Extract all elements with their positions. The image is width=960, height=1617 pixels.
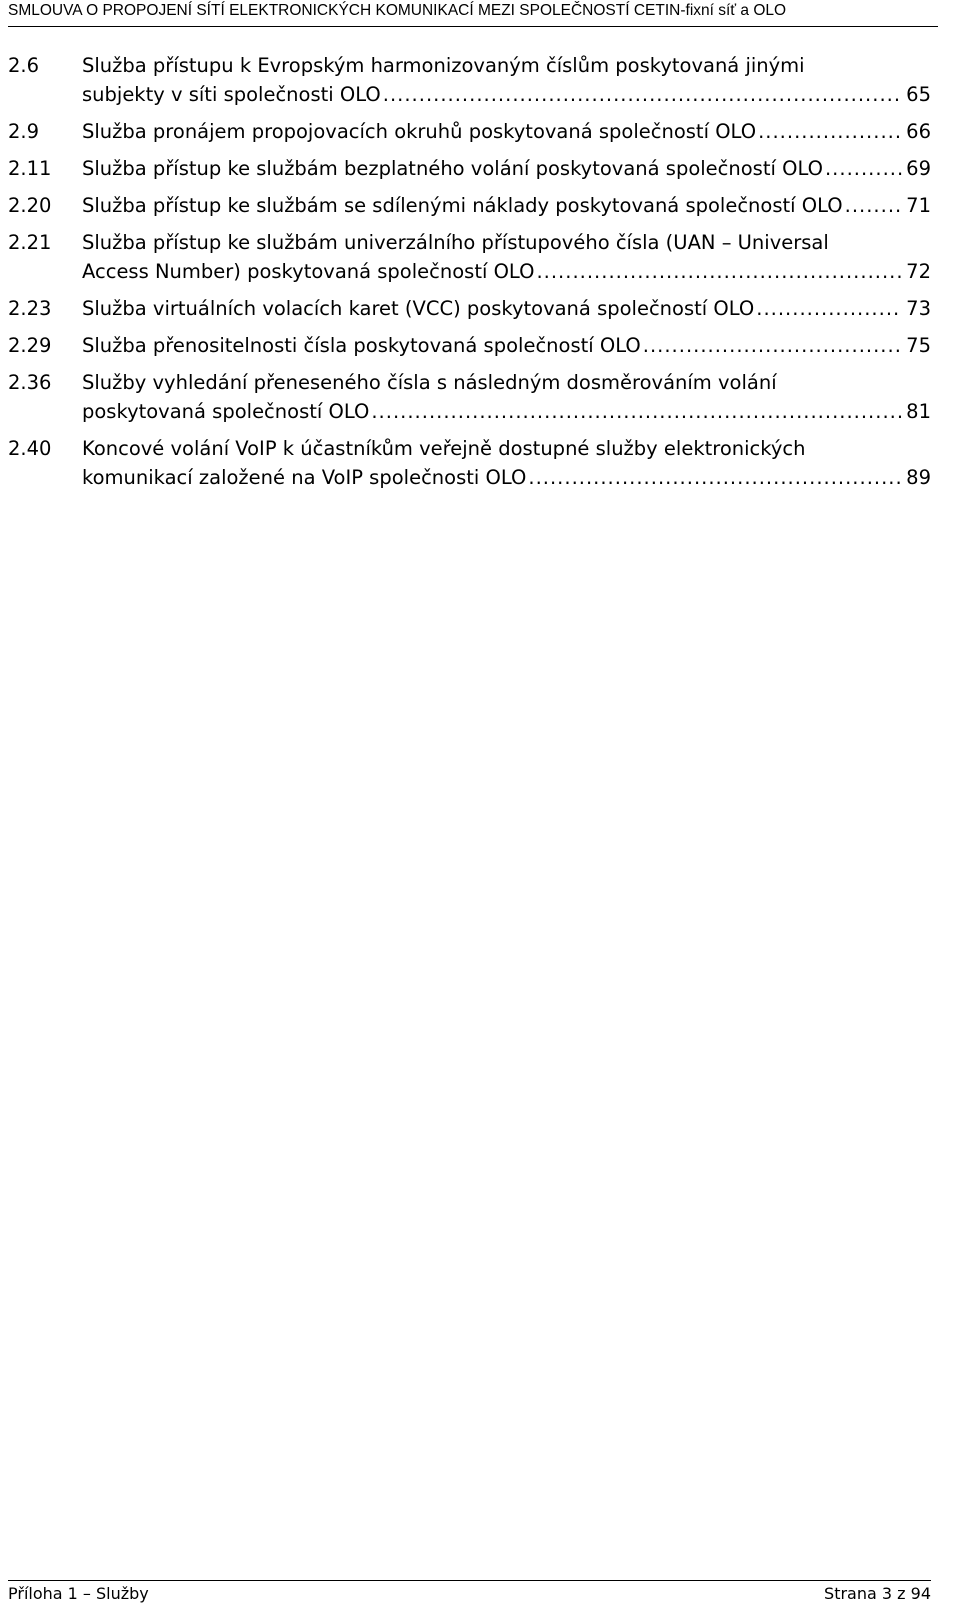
toc-dot-leader [845, 191, 903, 220]
toc-entry-page: 65 [906, 83, 931, 106]
toc-entry-last-line [82, 331, 931, 360]
toc-entry-body [82, 191, 931, 220]
toc-dot-leader [756, 294, 902, 323]
toc-entry-title-line: Služba přístupu k Evropským harmonizovaným číslům poskytovaná jinými [82, 54, 805, 77]
toc-entry-number: 2.9 [8, 120, 40, 143]
toc-entry[interactable] [8, 51, 931, 109]
toc-entry-last-line [82, 257, 931, 286]
toc-entry-title-line: Služba přenositelnosti čísla poskytovaná společností OLO [82, 334, 641, 357]
toc-entry-last-line [82, 397, 931, 426]
toc-entry[interactable] [8, 191, 931, 220]
toc-entry-title-line: Služba přístup ke službám se sdílenými náklady poskytovaná společností OLO [82, 194, 843, 217]
toc-entry[interactable] [8, 294, 931, 323]
toc-entry-body [82, 331, 931, 360]
toc-entry-body [82, 51, 931, 109]
toc-entry-body [82, 434, 931, 492]
toc-entry[interactable] [8, 228, 931, 286]
footer-page-number: Strana 3 z 94 [824, 1584, 931, 1603]
toc-entry-number: 2.21 [8, 231, 52, 254]
toc-entry-number: 2.23 [8, 297, 52, 320]
toc-entry-title-line: Služba přístup ke službám univerzálního přístupového čísla (UAN – Universal [82, 231, 829, 254]
toc-entry-last-line [82, 117, 931, 146]
toc-entry-last-line [82, 463, 931, 492]
page-header [8, 0, 938, 27]
toc-entry[interactable] [8, 331, 931, 360]
toc-entry[interactable] [8, 368, 931, 426]
toc-entry-title-line: poskytovaná společností OLO [82, 400, 370, 423]
toc-entry-body [82, 294, 931, 323]
toc-dot-leader [643, 331, 902, 360]
toc-entry-page: 81 [906, 400, 931, 423]
toc-entry[interactable] [8, 117, 931, 146]
toc-entry-last-line [82, 191, 931, 220]
toc-entry-page: 89 [906, 466, 931, 489]
toc-dot-leader [825, 154, 902, 183]
toc-entry-number: 2.11 [8, 157, 52, 180]
toc-entry-title-line: Access Number) poskytovaná společností OLO [82, 260, 535, 283]
toc-entry-number: 2.6 [8, 54, 40, 77]
toc-entry-body [82, 154, 931, 183]
toc-entry-body [82, 117, 931, 146]
toc-entry-title-line: Služba virtuálních volacích karet (VCC) poskytovaná společností OLO [82, 297, 755, 320]
toc-entry[interactable] [8, 154, 931, 183]
toc-entry-number: 2.36 [8, 371, 52, 394]
toc-entry-page: 72 [906, 260, 931, 283]
toc-entry-number: 2.29 [8, 334, 52, 357]
toc-dot-leader [758, 117, 902, 146]
table-of-contents [8, 51, 931, 500]
toc-entry-last-line [82, 80, 931, 109]
toc-entry-title-line: subjekty v síti společnosti OLO [82, 83, 381, 106]
toc-dot-leader [383, 80, 902, 109]
toc-entry-number: 2.20 [8, 194, 52, 217]
toc-entry-last-line [82, 294, 931, 323]
footer-appendix-label: Příloha 1 – Služby [8, 1584, 149, 1603]
toc-entry-title-line: komunikací založené na VoIP společnosti OLO [82, 466, 527, 489]
page-footer [8, 1580, 931, 1607]
toc-entry-title-line: Koncové volání VoIP k účastníkům veřejně dostupné služby elektronických [82, 437, 806, 460]
toc-entry-title-line: Služba pronájem propojovacích okruhů poskytovaná společností OLO [82, 120, 757, 143]
toc-entry-title-line: Služby vyhledání přeneseného čísla s následným dosměrováním volání [82, 371, 777, 394]
toc-entry-page: 73 [906, 297, 931, 320]
toc-entry[interactable] [8, 434, 931, 492]
toc-entry-page: 69 [906, 157, 931, 180]
toc-dot-leader [371, 397, 902, 426]
toc-entry-number: 2.40 [8, 437, 52, 460]
toc-dot-leader [528, 463, 902, 492]
toc-entry-page: 75 [906, 334, 931, 357]
toc-entry-body [82, 368, 931, 426]
toc-entry-title-line: Služba přístup ke službám bezplatného volání poskytovaná společností OLO [82, 157, 823, 180]
toc-dot-leader [536, 257, 902, 286]
toc-entry-body [82, 228, 931, 286]
toc-entry-last-line [82, 154, 931, 183]
document-title: SMLOUVA O PROPOJENÍ SÍTÍ ELEKTRONICKÝCH KOMUNIKACÍ MEZI SPOLEČNOSTÍ CETIN-fixní síť a OLO [8, 2, 787, 19]
toc-entry-page: 66 [906, 120, 931, 143]
toc-entry-page: 71 [906, 194, 931, 217]
